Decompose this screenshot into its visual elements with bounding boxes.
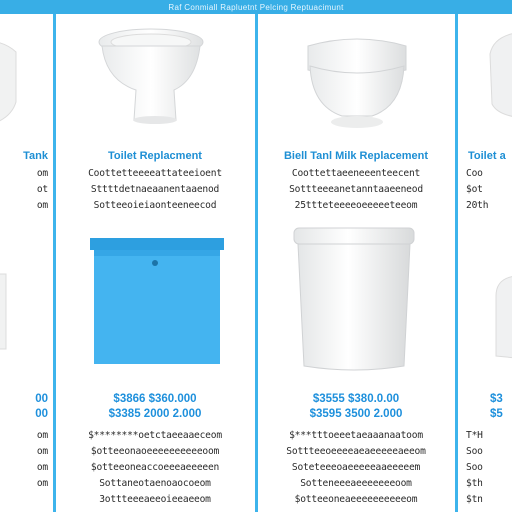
detail-line: Sottaneotaenoaocoeom <box>99 478 211 489</box>
card-description <box>37 166 48 214</box>
price-block <box>490 392 503 422</box>
product-card-toilet[interactable] <box>56 14 254 512</box>
desc-line: 25ttteteeeeoeeeeeteeom <box>294 200 418 211</box>
desc-line: Sttttdetnaeaanentaaenod <box>90 184 220 195</box>
price: $5 <box>490 408 503 420</box>
card-details <box>37 428 48 492</box>
detail-line: Soo <box>466 446 483 457</box>
detail-line: $otteeoneaeeeeeeeeeeom <box>294 494 418 505</box>
card-title: Biell Tanl Milk Replacement <box>283 150 429 162</box>
detail-line: om <box>36 446 48 457</box>
right-edge-card[interactable] <box>458 14 512 512</box>
card-details <box>258 428 454 508</box>
card-title: Toilet Replacment <box>108 150 202 162</box>
card-details <box>56 428 254 508</box>
tank-image-partial <box>492 266 512 366</box>
price-block <box>56 392 254 422</box>
white-tank-image <box>292 226 416 376</box>
left-edge-card[interactable] <box>0 14 52 512</box>
price: $3385 2000 2.000 <box>108 408 202 420</box>
card-description <box>258 166 454 214</box>
toilet-image-partial <box>484 24 512 124</box>
detail-line: Soteteeeoaeeeeeaaeeeeem <box>291 462 421 473</box>
detail-line: om <box>36 478 48 489</box>
card-title: Tank <box>23 150 48 162</box>
detail-line: om <box>36 430 48 441</box>
price: 00 <box>35 408 48 420</box>
toilet-seat-image <box>302 36 412 136</box>
card-title: Toilet a <box>468 150 506 162</box>
desc-line: $ot <box>466 184 483 195</box>
desc-line: Sotteeoieiaonteeneecod <box>93 200 217 211</box>
blue-tank-image <box>88 236 226 366</box>
card-details <box>466 428 483 508</box>
price: $3866 $360.000 <box>113 393 197 405</box>
price: 00 <box>35 393 48 405</box>
desc-line: om <box>36 200 48 211</box>
banner-text: Raf Conmiall Rapluetnt Pelcing Reptuacimunt <box>168 2 344 12</box>
desc-line: 20th <box>466 200 489 211</box>
detail-line: Soo <box>466 462 483 473</box>
price: $3 <box>490 393 503 405</box>
desc-line: Coottetteeeeattateeioent <box>88 168 222 179</box>
desc-line: Sottteeeanetanntaaeeneod <box>289 184 423 195</box>
price-block <box>258 392 454 422</box>
detail-line: om <box>36 462 48 473</box>
detail-line: 3ottteeeaeeoieeaeeom <box>99 494 211 505</box>
detail-line: $********oetctaeeaaeceom <box>88 430 222 441</box>
detail-line: $tn <box>466 494 483 505</box>
desc-line: om <box>36 168 48 179</box>
tank-image-partial <box>0 264 10 354</box>
detail-line: Sottteeoeeeeaeaeeeeeaeeom <box>286 446 426 457</box>
detail-line: $th <box>466 478 483 489</box>
price: $3555 $380.0.00 <box>312 393 400 405</box>
top-banner <box>0 0 512 14</box>
desc-line: Coo <box>466 168 483 179</box>
detail-line: T*H <box>466 430 483 441</box>
toilet-image-partial <box>0 32 20 132</box>
desc-line: Coottettaeeneeenteecent <box>291 168 421 179</box>
desc-line: ot <box>36 184 48 195</box>
toilet-image <box>96 20 216 130</box>
detail-line: $***tttoeeetaeaaanaatoom <box>289 430 423 441</box>
card-description <box>466 166 488 214</box>
product-card-tank[interactable] <box>258 14 454 512</box>
price-block <box>35 392 48 422</box>
price: $3595 3500 2.000 <box>309 408 403 420</box>
card-description <box>56 166 254 214</box>
detail-line: $otteeonaoeeeeeeeeeeoom <box>90 446 220 457</box>
detail-line: Sotteneeeaeeeeeeeoom <box>300 478 412 489</box>
detail-line: $otteeoneaccoeeeaeeeeen <box>90 462 220 473</box>
